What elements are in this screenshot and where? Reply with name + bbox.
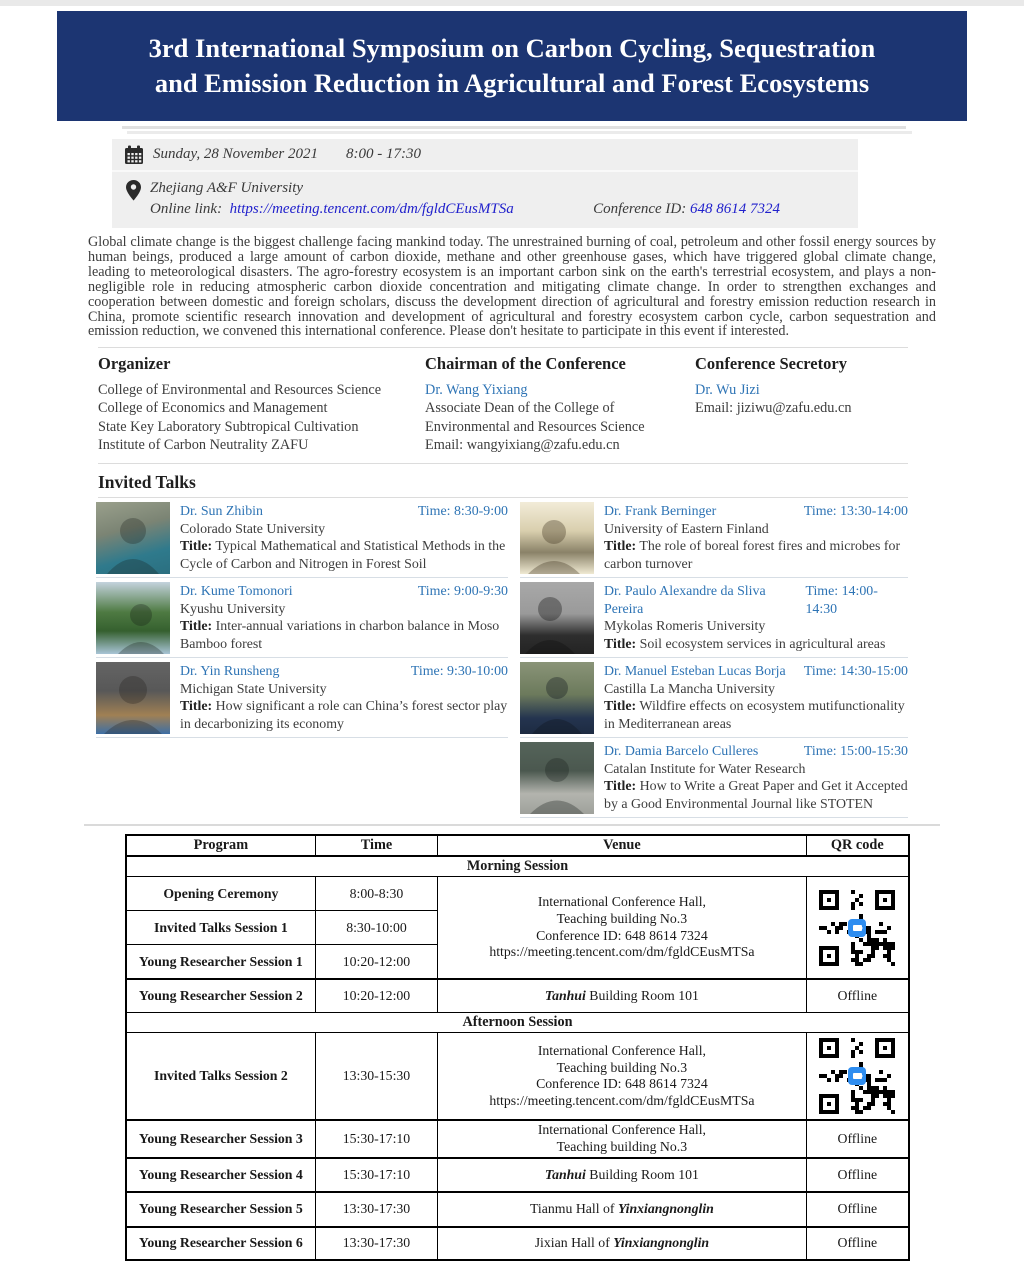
chairman-heading: Chairman of the Conference [425, 354, 626, 374]
speaker-photo [520, 582, 594, 654]
chairman-line: Environmental and Resources Science [425, 418, 645, 435]
speaker-talk-title: Title: How to Write a Great Paper and Get it Accepted by a Good Environmental Journal like STOTEN [604, 779, 908, 812]
secretary-heading: Conference Secretory [695, 354, 847, 374]
speaker-university: Michigan State University [180, 681, 327, 697]
secretary-name: Dr. Wu Jizi [695, 381, 760, 398]
venue-cell: International Conference Hall, Teaching building No.3 Conference ID: 648 8614 7324 https://meeting.tencent.com/dm/fgldCEusMTSa [438, 877, 806, 979]
page-top-strip [0, 0, 1024, 6]
program-cell: Invited Talks Session 1 [126, 911, 315, 945]
chairman-email: Email: wangyixiang@zafu.edu.cn [425, 436, 620, 453]
speaker-photo [96, 662, 170, 734]
table-row [126, 1120, 909, 1157]
online-link-label: Online link: [150, 201, 223, 217]
tencent-meeting-logo-icon [848, 919, 866, 937]
time-cell: 15:30-17:10 [315, 1158, 437, 1192]
speaker-talk-title: Title: Wildfire effects on ecosystem mutifunctionality in Mediterranean areas [604, 699, 905, 732]
organizer-heading: Organizer [98, 354, 171, 374]
venue-cell: International Conference Hall, Teaching building No.3 Conference ID: 648 8614 7324 https://meeting.tencent.com/dm/fgldCEusMTSa [438, 1033, 806, 1121]
speaker-talk-title: Title: Inter-annual variations in charbon balance in Moso Bamboo forest [180, 619, 500, 652]
speaker-photo [520, 502, 594, 574]
speaker-university: Mykolas Romeris University [604, 619, 766, 635]
online-link-line [150, 199, 514, 220]
organizer-section [98, 347, 908, 464]
venue-cell: International Conference Hall, Teaching building No.3 [438, 1120, 806, 1157]
divider [84, 824, 940, 826]
speaker-talk-title: Title: Typical Mathematical and Statistical Methods in the Cycle of Carbon and Nitrogen in Forest Soil [180, 539, 506, 572]
organizer-line: State Key Laboratory Subtropical Cultivation [98, 418, 359, 435]
col-header-program: Program [126, 835, 315, 856]
speaker-time: Time: 8:30-9:00 [417, 504, 508, 520]
speaker-card [520, 658, 908, 738]
chairman-name: Dr. Wang Yixiang [425, 381, 528, 398]
portrait-silhouette-icon [96, 662, 170, 734]
speaker-photo [520, 662, 594, 734]
speaker-university: Kyushu University [180, 601, 286, 617]
table-row [126, 877, 909, 911]
divider [127, 131, 912, 134]
speaker-name: Dr. Damia Barcelo Culleres [604, 744, 759, 760]
qr-cell [806, 877, 909, 979]
venue-cell: Tanhui Building Room 101 [438, 979, 806, 1013]
time-cell: 13:30-17:30 [315, 1192, 437, 1227]
time-cell: 13:30-17:30 [315, 1227, 437, 1260]
calendar-icon [124, 145, 144, 165]
event-date: Sunday, 28 November 2021 [153, 146, 318, 162]
speaker-time: Time: 14:30-15:00 [803, 664, 908, 680]
speaker-name: Dr. Sun Zhibin [180, 504, 263, 520]
morning-session-row [126, 856, 909, 877]
portrait-silhouette-icon [520, 662, 594, 734]
chairman-column [425, 355, 695, 454]
portrait-silhouette-icon [520, 742, 594, 814]
table-row [126, 1227, 909, 1260]
table-header-row [126, 835, 909, 856]
secretary-column [695, 355, 908, 454]
time-cell: 10:20-12:00 [315, 945, 437, 979]
speaker-name: Dr. Manuel Esteban Lucas Borja [604, 664, 786, 680]
speaker-card [520, 578, 908, 658]
program-cell: Young Researcher Session 1 [126, 945, 315, 979]
organizer-line: College of Environmental and Resources Science [98, 381, 382, 398]
table-row [126, 1158, 909, 1192]
program-cell: Young Researcher Session 5 [126, 1192, 315, 1227]
tencent-meeting-logo-icon [848, 1067, 866, 1085]
time-cell: 15:30-17:10 [315, 1120, 437, 1157]
table-row [126, 979, 909, 1013]
qr-cell: Offline [806, 1120, 909, 1157]
program-cell: Young Researcher Session 2 [126, 979, 315, 1013]
speaker-photo [520, 742, 594, 814]
date-row [112, 139, 858, 172]
organizer-line: Institute of Carbon Neutrality ZAFU [98, 436, 309, 453]
speaker-talk-title: Title: How significant a role can China’s forest sector play in decarbonizing its economy [180, 699, 508, 732]
speaker-university: Colorado State University [180, 521, 326, 537]
speaker-card [96, 658, 508, 738]
venue-university: Zhejiang A&F University [150, 180, 304, 196]
speaker-university: Castilla La Mancha University [604, 681, 775, 697]
speaker-photo [96, 582, 170, 654]
speaker-name: Dr. Paulo Alexandre da Sliva Pereira [604, 584, 766, 617]
conference-id: Conference ID: 648 8614 7324 [593, 201, 780, 217]
qr-cell: Offline [806, 1158, 909, 1192]
program-cell: Young Researcher Session 4 [126, 1158, 315, 1192]
qr-code [819, 1038, 895, 1114]
speaker-time: Time: 9:00-9:30 [417, 584, 508, 600]
speaker-time: Time: 14:00-14:30 [805, 584, 878, 617]
organizer-column [98, 355, 425, 454]
time-cell: 10:20-12:00 [315, 979, 437, 1013]
portrait-silhouette-icon [96, 582, 170, 654]
program-cell: Invited Talks Session 2 [126, 1033, 315, 1121]
speaker-time: Time: 9:30-10:00 [410, 664, 508, 680]
col-header-qr: QR code [806, 835, 909, 856]
speaker-university: Catalan Institute for Water Research [604, 761, 806, 777]
online-link-url[interactable]: https://meeting.tencent.com/dm/fgldCEusMTSa [229, 201, 514, 217]
speaker-card [96, 498, 508, 578]
venue-cell: Tanhui Building Room 101 [438, 1158, 806, 1192]
organizer-line: College of Economics and Management [98, 400, 328, 417]
qr-cell: Offline [806, 1227, 909, 1260]
speaker-name: Dr. Frank Berninger [604, 504, 717, 520]
speaker-time: Time: 15:00-15:30 [803, 744, 908, 760]
time-cell: 8:30-10:00 [315, 911, 437, 945]
intro-paragraph: Global climate change is the biggest challenge facing mankind today. The unrestrained burning of coal, petroleum and other fossil energy sources by human beings, produced a large amount of carbon dioxide, methane and other greenhouse gases, which have triggered global climate change, leading to meteorological disasters. The agro-forestry ecosystem is an important carbon sink on the earth's terrestrial ecosystem, and plays a non-negligible role in reducing atmospheric carbon dioxide concentration and mitigating climate change. In order to strengthen exchanges and cooperation between domestic and foreign scholars, discuss the development direction of agricultural and forestry emission reduction research in China, promote scientific research innovation and development of agricultural and forestry ecosystem carbon cycle, carbon sequestration and emission reduction, we convened this international conference. Please don't hesitate to participate in this event if interested. [88, 234, 936, 340]
qr-code [819, 890, 895, 966]
col-header-venue: Venue [438, 835, 806, 856]
portrait-silhouette-icon [520, 502, 594, 574]
location-row [112, 172, 858, 228]
divider [122, 126, 906, 129]
conference-title-banner [57, 11, 967, 121]
qr-cell [806, 1033, 909, 1121]
speaker-name: Dr. Kume Tomonori [180, 584, 293, 600]
afternoon-session-row [126, 1013, 909, 1033]
speaker-card [520, 498, 908, 578]
program-cell: Young Researcher Session 6 [126, 1227, 315, 1260]
speaker-university: University of Eastern Finland [604, 521, 769, 537]
speaker-talk-title: Title: Soil ecosystem services in agricultural areas [604, 636, 886, 652]
speaker-talk-title: Title: The role of boreal forest fires and microbes for carbon turnover [604, 539, 901, 572]
col-header-time: Time [315, 835, 437, 856]
event-time: 8:00 - 17:30 [345, 146, 421, 162]
program-cell: Opening Ceremony [126, 877, 315, 911]
invited-talks-heading: Invited Talks [98, 472, 908, 498]
table-row [126, 1033, 909, 1121]
speaker-card [520, 738, 908, 818]
afternoon-session-label: Afternoon Session [126, 1013, 909, 1033]
speaker-time: Time: 13:30-14:00 [803, 504, 908, 520]
page-title-line2: and Emission Reduction in Agricultural and Forest Ecosystems [154, 68, 870, 98]
location-pin-icon [126, 180, 141, 201]
speaker-card [96, 578, 508, 658]
speaker-photo [96, 502, 170, 574]
speakers-grid [96, 498, 908, 818]
venue-cell: Tianmu Hall of Yinxiangnonglin [438, 1192, 806, 1227]
chairman-line: Associate Dean of the College of [425, 400, 615, 417]
speaker-name: Dr. Yin Runsheng [180, 664, 280, 680]
page-title-line1: 3rd International Symposium on Carbon Cycling, Sequestration [148, 33, 876, 63]
table-row [126, 1192, 909, 1227]
program-table [125, 834, 910, 1260]
time-cell: 8:00-8:30 [315, 877, 437, 911]
program-cell: Young Researcher Session 3 [126, 1120, 315, 1157]
event-info-box [112, 139, 858, 228]
venue-cell: Jixian Hall of Yinxiangnonglin [438, 1227, 806, 1260]
qr-cell: Offline [806, 979, 909, 1013]
morning-session-label: Morning Session [126, 856, 909, 877]
qr-cell: Offline [806, 1192, 909, 1227]
portrait-silhouette-icon [96, 502, 170, 574]
time-cell: 13:30-15:30 [315, 1033, 437, 1121]
portrait-silhouette-icon [520, 582, 594, 654]
secretary-email: Email: jiziwu@zafu.edu.cn [695, 400, 852, 417]
